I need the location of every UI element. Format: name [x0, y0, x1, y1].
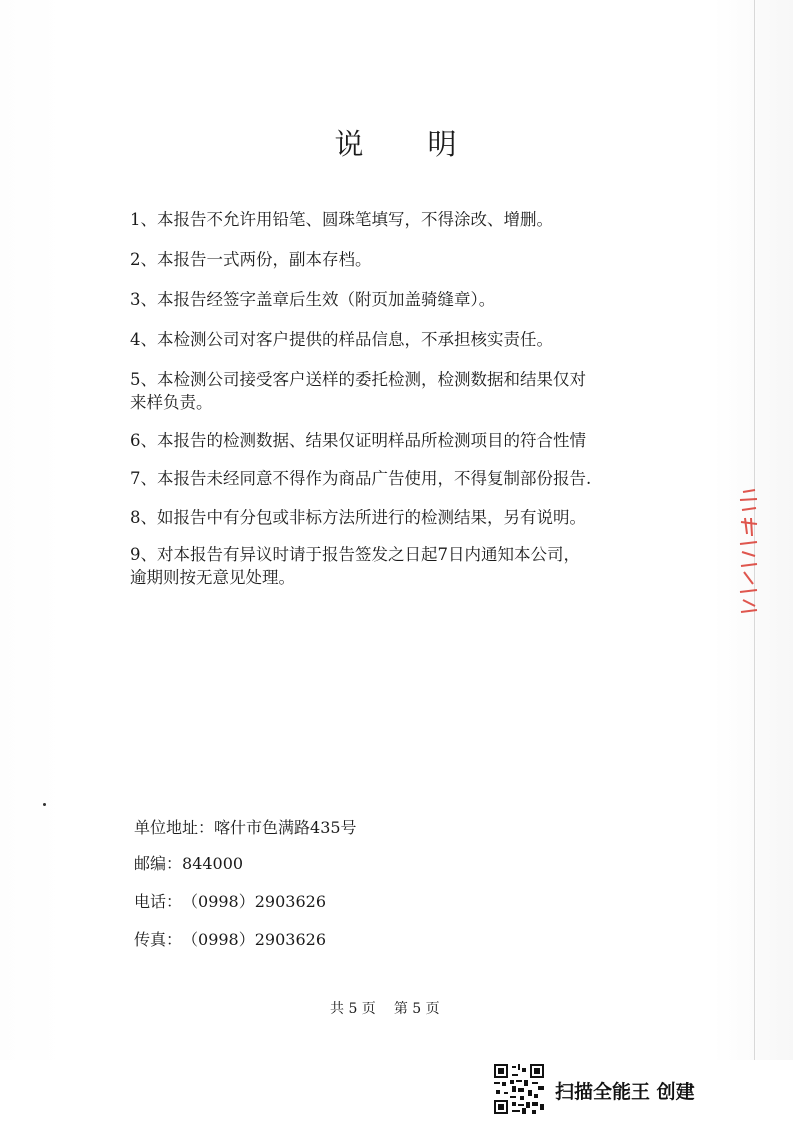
page-total: 共 5 页	[330, 1001, 376, 1017]
note-item-1	[130, 208, 553, 231]
page-current: 第 5 页	[393, 1001, 440, 1017]
note-line: 8、如报告中有分包或非标方法所进行的检测结果，另有说明。	[130, 508, 586, 527]
title-char-2: 明	[427, 127, 459, 161]
address-label: 单位地址：	[134, 818, 215, 837]
fax-label: 传真：	[134, 930, 183, 949]
note-line: 1、本报告不允许用铅笔、圆珠笔填写，不得涂改、增删。	[130, 210, 553, 229]
red-seal-fragment	[737, 488, 759, 616]
fax-value: （0998）2903626	[182, 930, 326, 949]
note-item-2	[130, 248, 372, 271]
postcode-value: 844000	[182, 854, 244, 873]
phone-value: （0998）2903626	[182, 892, 326, 911]
page-title	[0, 122, 793, 163]
note-line: 4、本检测公司对客户提供的样品信息，不承担核实责任。	[130, 330, 553, 349]
note-line: 来样负责。	[130, 393, 213, 412]
postcode-row	[134, 854, 243, 874]
note-line: 3、本报告经签字盖章后生效（附页加盖骑缝章）。	[130, 290, 496, 309]
title-char-1: 说	[334, 127, 366, 161]
note-item-3	[130, 288, 495, 311]
fax-row	[134, 930, 326, 950]
note-item-8	[130, 506, 586, 529]
note-line: 7、本报告未经同意不得作为商品广告使用，不得复制部份报告.	[130, 469, 592, 488]
note-line: 逾期则按无意见处理。	[130, 568, 295, 587]
scanner-watermark-text: 扫描全能王 创建	[555, 1081, 695, 1103]
phone-row	[134, 892, 326, 912]
note-item-7	[130, 467, 591, 490]
note-item-4	[130, 328, 553, 351]
note-line: 2、本报告一式两份，副本存档。	[130, 250, 372, 269]
address-row	[134, 818, 357, 838]
note-line: 6、本报告的检测数据、结果仅证明样品所检测项目的符合性情	[130, 431, 586, 450]
address-value: 喀什市色满路435号	[214, 818, 357, 837]
scan-speck	[43, 803, 46, 806]
note-item-9	[130, 543, 580, 589]
page-number	[330, 998, 458, 1018]
qr-code-icon	[494, 1064, 544, 1114]
phone-label: 电话：	[134, 892, 183, 911]
note-item-5	[130, 368, 586, 414]
note-line: 5、本检测公司接受客户送样的委托检测，检测数据和结果仅对	[130, 370, 586, 389]
note-item-6	[130, 429, 586, 452]
note-line: 9、对本报告有异议时请于报告签发之日起7日内通知本公司，	[130, 545, 580, 564]
postcode-label: 邮编：	[134, 854, 183, 873]
